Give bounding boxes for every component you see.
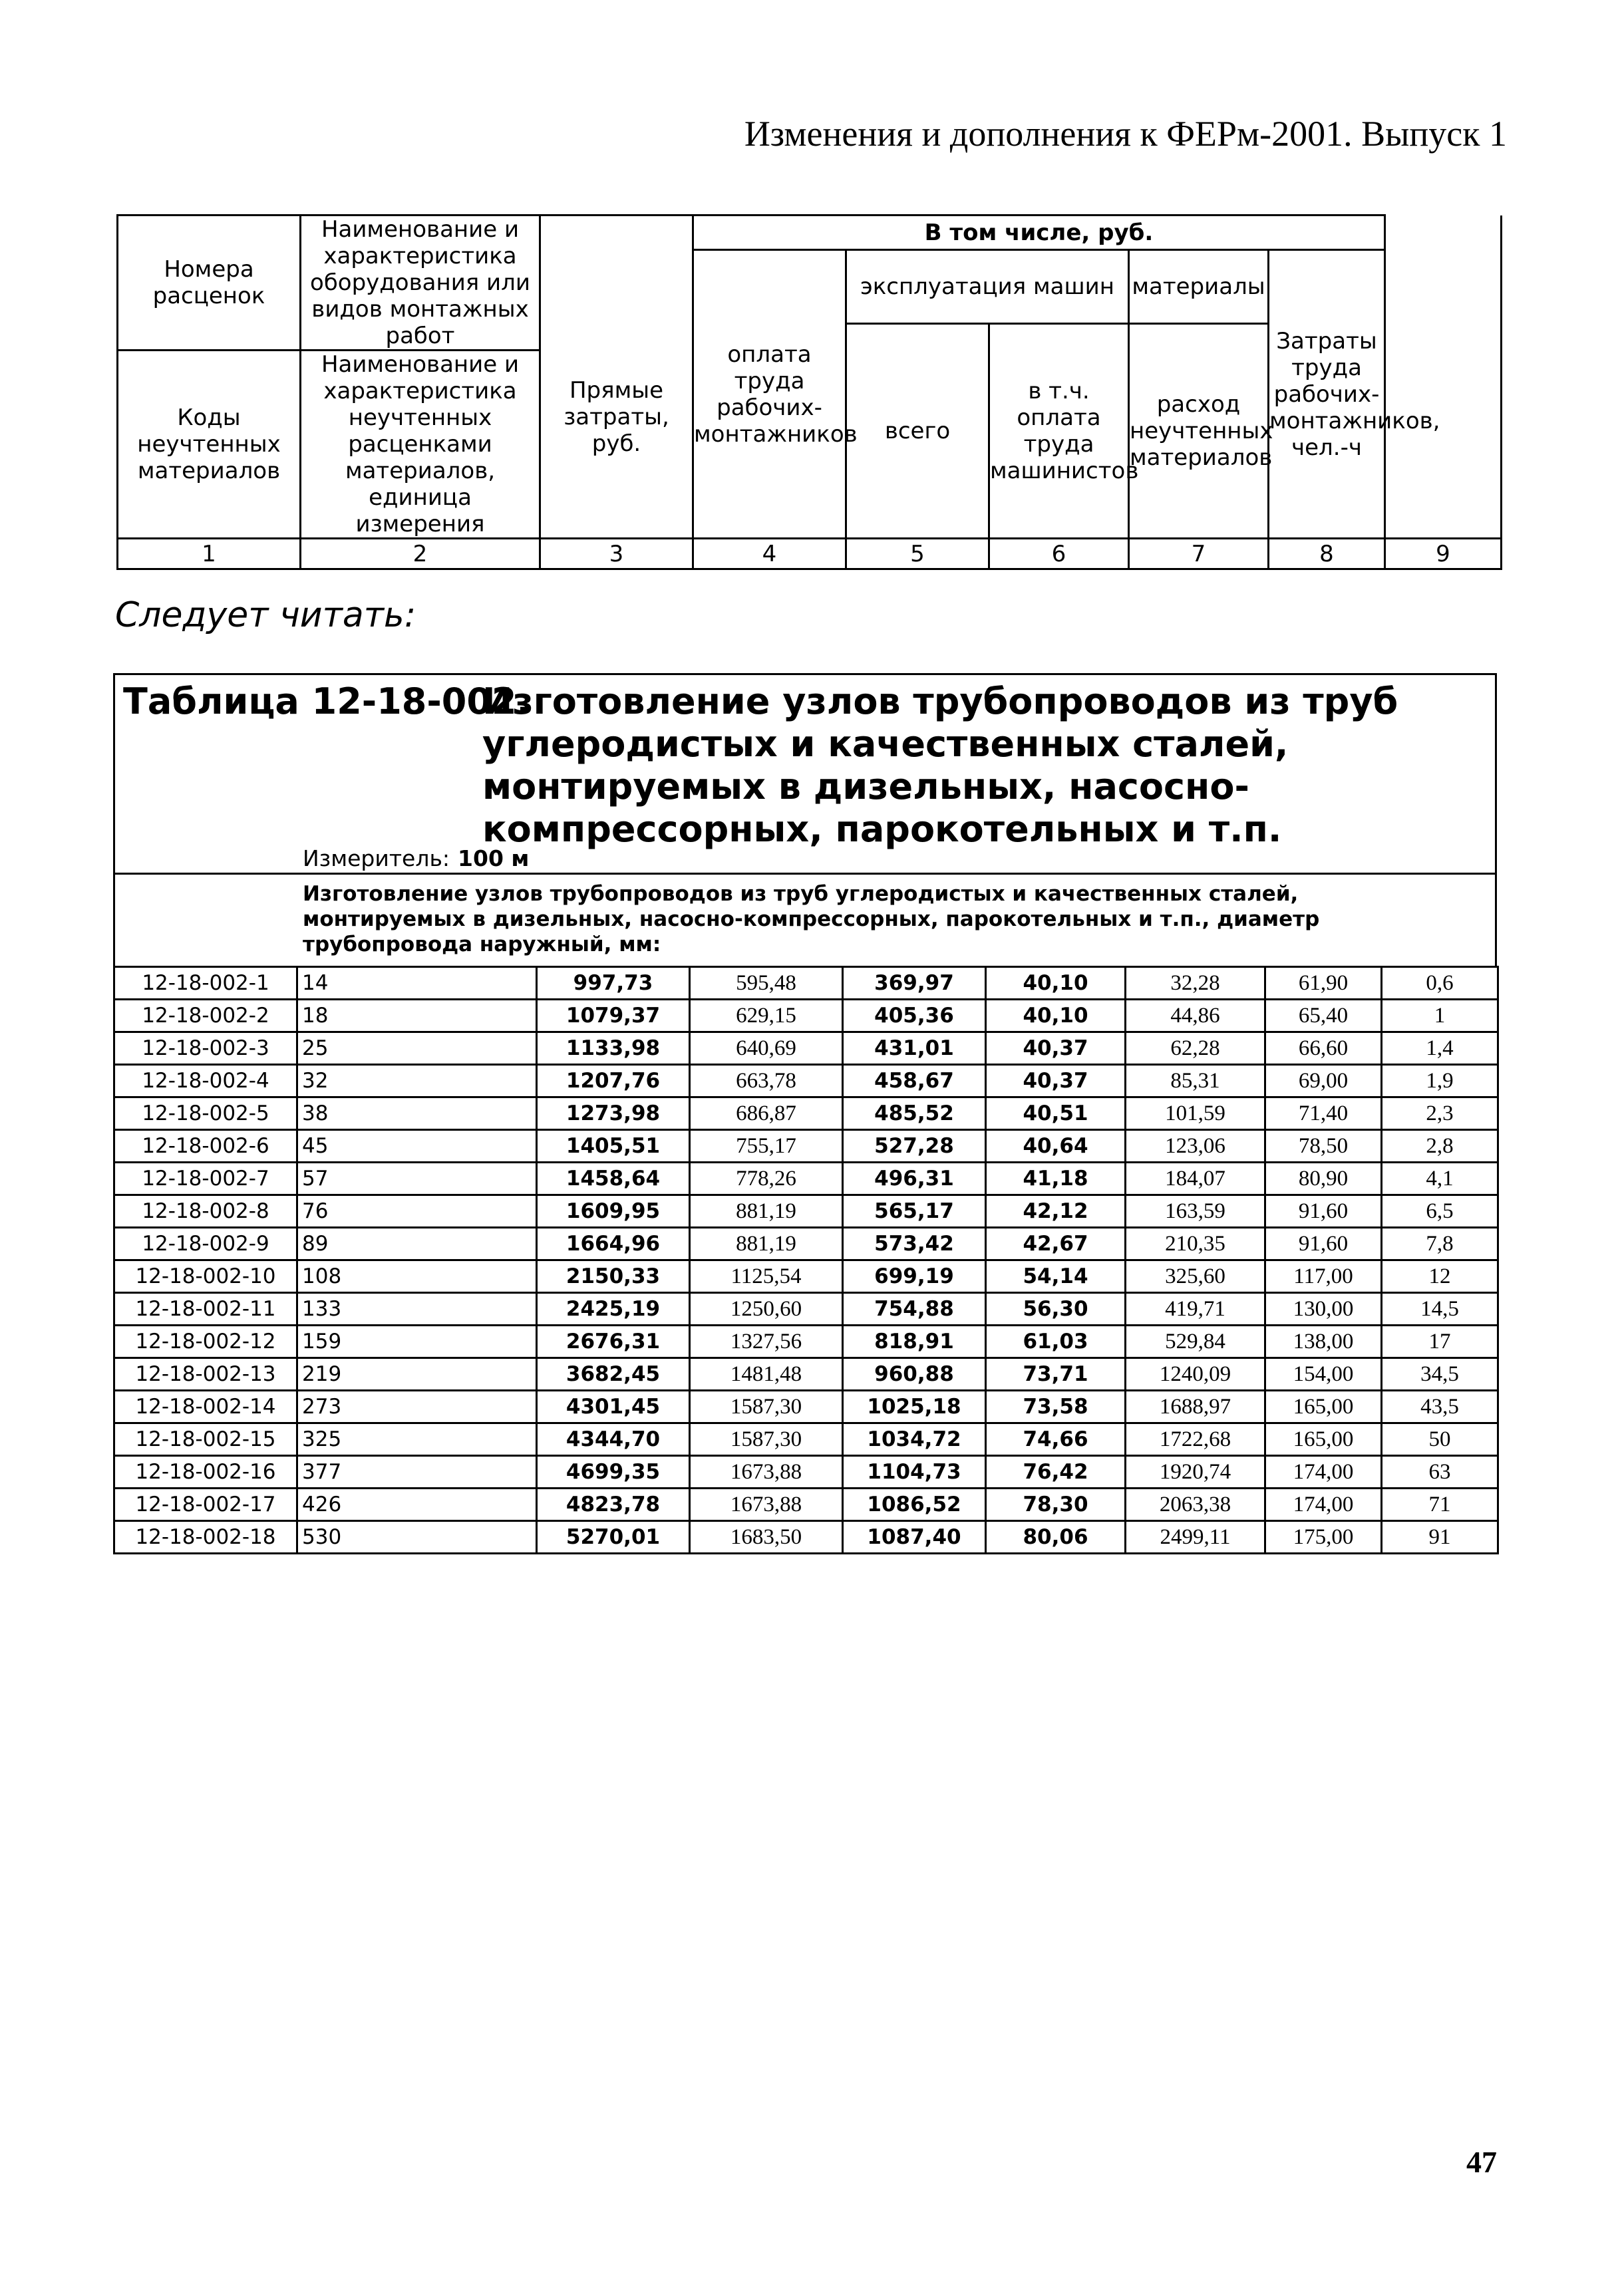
- table-row: [114, 1260, 1498, 1293]
- table-row: [114, 1489, 1498, 1521]
- table-cell: 1087,40: [843, 1521, 986, 1554]
- table-cell: 1273,98: [537, 1097, 690, 1130]
- table-cell: 61,03: [986, 1326, 1126, 1358]
- column-number: 9: [1385, 539, 1502, 569]
- table-cell: 108: [297, 1260, 537, 1293]
- table-cell: 1133,98: [537, 1032, 690, 1065]
- table-cell: 6,5: [1382, 1195, 1498, 1228]
- table-cell: 71: [1382, 1489, 1498, 1521]
- table-cell: 7,8: [1382, 1228, 1498, 1260]
- column-number: 4: [693, 539, 846, 569]
- table-cell: 25: [297, 1032, 537, 1065]
- column-number: 1: [118, 539, 301, 569]
- table-cell: 2425,19: [537, 1293, 690, 1326]
- table-cell: 117,00: [1265, 1260, 1382, 1293]
- table-row: [114, 1032, 1498, 1065]
- table-cell: 219: [297, 1358, 537, 1391]
- follows-label: Следует читать:: [115, 595, 416, 635]
- table-cell: 63: [1382, 1456, 1498, 1489]
- table-cell: 165,00: [1265, 1391, 1382, 1423]
- table-cell: 42,67: [986, 1228, 1126, 1260]
- table-cell: 78,50: [1265, 1130, 1382, 1163]
- table-cell: 2,8: [1382, 1130, 1498, 1163]
- table-cell: 960,88: [843, 1358, 986, 1391]
- table-cell: 1,4: [1382, 1032, 1498, 1065]
- header-rate-numbers: Номера расценок: [118, 215, 301, 351]
- table-cell: 91: [1382, 1521, 1498, 1554]
- table-row: [114, 1228, 1498, 1260]
- table-cell: 325,60: [1126, 1260, 1265, 1293]
- table-cell: 40,10: [986, 1000, 1126, 1032]
- table-cell: 130,00: [1265, 1293, 1382, 1326]
- table-row: [114, 967, 1498, 1000]
- table-cell: 101,59: [1126, 1097, 1265, 1130]
- table-cell: 4,1: [1382, 1163, 1498, 1195]
- table-cell: 485,52: [843, 1097, 986, 1130]
- table-cell: 12-18-002-15: [114, 1423, 297, 1456]
- table-cell: 62,28: [1126, 1032, 1265, 1065]
- table-cell: 133: [297, 1293, 537, 1326]
- table-cell: 12-18-002-13: [114, 1358, 297, 1391]
- subtitle-box: [113, 873, 1497, 966]
- table-cell: 159: [297, 1326, 537, 1358]
- table-cell: 41,18: [986, 1163, 1126, 1195]
- table-cell: 57: [297, 1163, 537, 1195]
- table-cell: 1688,97: [1126, 1391, 1265, 1423]
- table-cell: 12-18-002-2: [114, 1000, 297, 1032]
- table-cell: 76: [297, 1195, 537, 1228]
- table-cell: 496,31: [843, 1163, 986, 1195]
- table-cell: 699,19: [843, 1260, 986, 1293]
- header-total: всего: [846, 323, 989, 539]
- table-cell: 12-18-002-18: [114, 1521, 297, 1554]
- table-cell: 1587,30: [690, 1423, 843, 1456]
- table-cell: 50: [1382, 1423, 1498, 1456]
- subtitle: Изготовление узлов трубопроводов из труб углеродистых и качественных сталей, монтируемых в дизельных, насосно-компрессорных, парокотельных и т.п., диаметр трубопровода наружный, мм:: [303, 882, 1320, 956]
- table-cell: 1920,74: [1126, 1456, 1265, 1489]
- table-cell: 5270,01: [537, 1521, 690, 1554]
- table-cell: 4699,35: [537, 1456, 690, 1489]
- table-cell: 325: [297, 1423, 537, 1456]
- table-cell: 154,00: [1265, 1358, 1382, 1391]
- table-cell: 369,97: [843, 967, 986, 1000]
- table-cell: 80,90: [1265, 1163, 1382, 1195]
- table-cell: 754,88: [843, 1293, 986, 1326]
- table-cell: 38: [297, 1097, 537, 1130]
- table-cell: 78,30: [986, 1489, 1126, 1521]
- table-cell: 997,73: [537, 967, 690, 1000]
- table-row: [114, 1391, 1498, 1423]
- table-cell: 61,90: [1265, 967, 1382, 1000]
- table-cell: 40,10: [986, 967, 1126, 1000]
- table-cell: 640,69: [690, 1032, 843, 1065]
- table-cell: 12-18-002-10: [114, 1260, 297, 1293]
- table-cell: 123,06: [1126, 1130, 1265, 1163]
- column-number: 8: [1269, 539, 1385, 569]
- table-cell: 1079,37: [537, 1000, 690, 1032]
- measure-value: 100 м: [458, 845, 530, 871]
- table-row: [114, 1358, 1498, 1391]
- table-cell: 1025,18: [843, 1391, 986, 1423]
- header-unaccounted-materials: расход неучтенных материалов: [1129, 323, 1269, 539]
- table-cell: 91,60: [1265, 1228, 1382, 1260]
- table-cell: 54,14: [986, 1260, 1126, 1293]
- table-cell: 85,31: [1126, 1065, 1265, 1097]
- table-cell: 184,07: [1126, 1163, 1265, 1195]
- table-cell: 91,60: [1265, 1195, 1382, 1228]
- table-row: [114, 1326, 1498, 1358]
- table-cell: 629,15: [690, 1000, 843, 1032]
- table-cell: 74,66: [986, 1423, 1126, 1456]
- table-cell: 71,40: [1265, 1097, 1382, 1130]
- table-cell: 2,3: [1382, 1097, 1498, 1130]
- table-cell: 42,12: [986, 1195, 1126, 1228]
- table-row: [114, 1065, 1498, 1097]
- table-cell: 43,5: [1382, 1391, 1498, 1423]
- table-cell: 377: [297, 1456, 537, 1489]
- header-labor-costs: Затраты труда рабочих-монтажников, чел.-ч: [1269, 250, 1385, 539]
- table-cell: 1125,54: [690, 1260, 843, 1293]
- table-cell: 1673,88: [690, 1456, 843, 1489]
- table-cell: 138,00: [1265, 1326, 1382, 1358]
- table-cell: 1664,96: [537, 1228, 690, 1260]
- table-cell: 1327,56: [690, 1326, 843, 1358]
- table-title-box: [113, 673, 1497, 873]
- table-cell: 1240,09: [1126, 1358, 1265, 1391]
- table-cell: 0,6: [1382, 967, 1498, 1000]
- table-cell: 12-18-002-16: [114, 1456, 297, 1489]
- table-cell: 44,86: [1126, 1000, 1265, 1032]
- header-labor-pay: оплата труда рабочих-монтажников: [693, 250, 846, 539]
- table-cell: 573,42: [843, 1228, 986, 1260]
- table-cell: 12-18-002-11: [114, 1293, 297, 1326]
- table-cell: 1683,50: [690, 1521, 843, 1554]
- table-cell: 1609,95: [537, 1195, 690, 1228]
- measure: [303, 845, 529, 871]
- table-cell: 65,40: [1265, 1000, 1382, 1032]
- table-cell: 1,9: [1382, 1065, 1498, 1097]
- table-cell: 4301,45: [537, 1391, 690, 1423]
- table-number: Таблица 12-18-002.: [123, 680, 530, 722]
- table-cell: 12-18-002-4: [114, 1065, 297, 1097]
- header-machinist-pay: в т.ч. оплата труда машинистов: [989, 323, 1129, 539]
- table-cell: 12-18-002-14: [114, 1391, 297, 1423]
- table-cell: 1086,52: [843, 1489, 986, 1521]
- table-cell: 527,28: [843, 1130, 986, 1163]
- table-cell: 40,37: [986, 1032, 1126, 1065]
- table-cell: 40,37: [986, 1065, 1126, 1097]
- table-row: [114, 1130, 1498, 1163]
- rates-table: [113, 966, 1499, 1554]
- header-material-codes: Коды неучтенных материалов: [118, 351, 301, 539]
- table-cell: 2499,11: [1126, 1521, 1265, 1554]
- table-row: [114, 1293, 1498, 1326]
- table-cell: 1034,72: [843, 1423, 986, 1456]
- table-cell: 80,06: [986, 1521, 1126, 1554]
- table-cell: 12: [1382, 1260, 1498, 1293]
- table-row: [114, 1456, 1498, 1489]
- column-number: 6: [989, 539, 1129, 569]
- table-cell: 175,00: [1265, 1521, 1382, 1554]
- table-row: [114, 1195, 1498, 1228]
- column-number: 7: [1129, 539, 1269, 569]
- table-row: [114, 1423, 1498, 1456]
- column-number: 2: [301, 539, 540, 569]
- table-cell: 405,36: [843, 1000, 986, 1032]
- header-material-name: Наименование и характеристика неучтенных расценками материалов, единица измерения: [301, 351, 540, 539]
- table-cell: 431,01: [843, 1032, 986, 1065]
- table-cell: 4344,70: [537, 1423, 690, 1456]
- table-cell: 419,71: [1126, 1293, 1265, 1326]
- table-cell: 818,91: [843, 1326, 986, 1358]
- table-cell: 530: [297, 1521, 537, 1554]
- table-cell: 1587,30: [690, 1391, 843, 1423]
- column-number: 5: [846, 539, 989, 569]
- table-cell: 76,42: [986, 1456, 1126, 1489]
- table-cell: 56,30: [986, 1293, 1126, 1326]
- column-number: 3: [540, 539, 693, 569]
- table-cell: 12-18-002-1: [114, 967, 297, 1000]
- table-cell: 12-18-002-8: [114, 1195, 297, 1228]
- header-work-name: Наименование и характеристика оборудования или видов монтажных работ: [301, 215, 540, 351]
- table-cell: 1481,48: [690, 1358, 843, 1391]
- page-number: 47: [1466, 2145, 1497, 2179]
- table-cell: 458,67: [843, 1065, 986, 1097]
- table-cell: 45: [297, 1130, 537, 1163]
- table-cell: 778,26: [690, 1163, 843, 1195]
- measure-label: Измеритель:: [303, 845, 450, 871]
- table-cell: 2150,33: [537, 1260, 690, 1293]
- table-cell: 12-18-002-5: [114, 1097, 297, 1130]
- table-cell: 686,87: [690, 1097, 843, 1130]
- table-cell: 18: [297, 1000, 537, 1032]
- table-cell: 529,84: [1126, 1326, 1265, 1358]
- table-cell: 40,51: [986, 1097, 1126, 1130]
- running-head: Изменения и дополнения к ФЕРм-2001. Выпуск 1: [744, 114, 1507, 154]
- table-cell: 565,17: [843, 1195, 986, 1228]
- table-cell: 1405,51: [537, 1130, 690, 1163]
- table-cell: 3682,45: [537, 1358, 690, 1391]
- table-cell: 34,5: [1382, 1358, 1498, 1391]
- table-cell: 32,28: [1126, 967, 1265, 1000]
- table-cell: 1673,88: [690, 1489, 843, 1521]
- table-row: [114, 1000, 1498, 1032]
- table-cell: 1104,73: [843, 1456, 986, 1489]
- header-including: В том числе, руб.: [693, 215, 1385, 250]
- table-cell: 14,5: [1382, 1293, 1498, 1326]
- header-machine-operation: эксплуатация машин: [846, 250, 1129, 324]
- table-cell: 40,64: [986, 1130, 1126, 1163]
- table-cell: 32: [297, 1065, 537, 1097]
- table-cell: 174,00: [1265, 1456, 1382, 1489]
- table-cell: 17: [1382, 1326, 1498, 1358]
- table-cell: 12-18-002-12: [114, 1326, 297, 1358]
- table-cell: 89: [297, 1228, 537, 1260]
- table-row: [114, 1163, 1498, 1195]
- table-cell: 12-18-002-3: [114, 1032, 297, 1065]
- table-cell: 273: [297, 1391, 537, 1423]
- header-direct-costs: Прямые затраты, руб.: [540, 215, 693, 539]
- table-cell: 12-18-002-6: [114, 1130, 297, 1163]
- table-cell: 12-18-002-9: [114, 1228, 297, 1260]
- table-cell: 663,78: [690, 1065, 843, 1097]
- table-cell: 73,71: [986, 1358, 1126, 1391]
- table-cell: 2063,38: [1126, 1489, 1265, 1521]
- table-cell: 69,00: [1265, 1065, 1382, 1097]
- table-cell: 165,00: [1265, 1423, 1382, 1456]
- table-cell: 755,17: [690, 1130, 843, 1163]
- table-cell: 1: [1382, 1000, 1498, 1032]
- table-cell: 73,58: [986, 1391, 1126, 1423]
- table-cell: 14: [297, 967, 537, 1000]
- header-materials: материалы: [1129, 250, 1269, 324]
- table-cell: 12-18-002-17: [114, 1489, 297, 1521]
- table-cell: 1458,64: [537, 1163, 690, 1195]
- table-row: [114, 1521, 1498, 1554]
- table-cell: 881,19: [690, 1195, 843, 1228]
- table-row: [114, 1097, 1498, 1130]
- table-cell: 595,48: [690, 967, 843, 1000]
- table-title: Изготовление узлов трубопроводов из труб углеродистых и качественных сталей, монтируемых в дизельных, насосно-компрессорных, парокотельных и т.п.: [482, 680, 1398, 850]
- table-cell: 426: [297, 1489, 537, 1521]
- table-cell: 2676,31: [537, 1326, 690, 1358]
- table-cell: 174,00: [1265, 1489, 1382, 1521]
- table-cell: 1250,60: [690, 1293, 843, 1326]
- table-cell: 4823,78: [537, 1489, 690, 1521]
- table-cell: 881,19: [690, 1228, 843, 1260]
- table-cell: 12-18-002-7: [114, 1163, 297, 1195]
- table-cell: 66,60: [1265, 1032, 1382, 1065]
- column-header-table: [116, 214, 1502, 570]
- table-cell: 1207,76: [537, 1065, 690, 1097]
- table-cell: 1722,68: [1126, 1423, 1265, 1456]
- table-cell: 210,35: [1126, 1228, 1265, 1260]
- table-cell: 163,59: [1126, 1195, 1265, 1228]
